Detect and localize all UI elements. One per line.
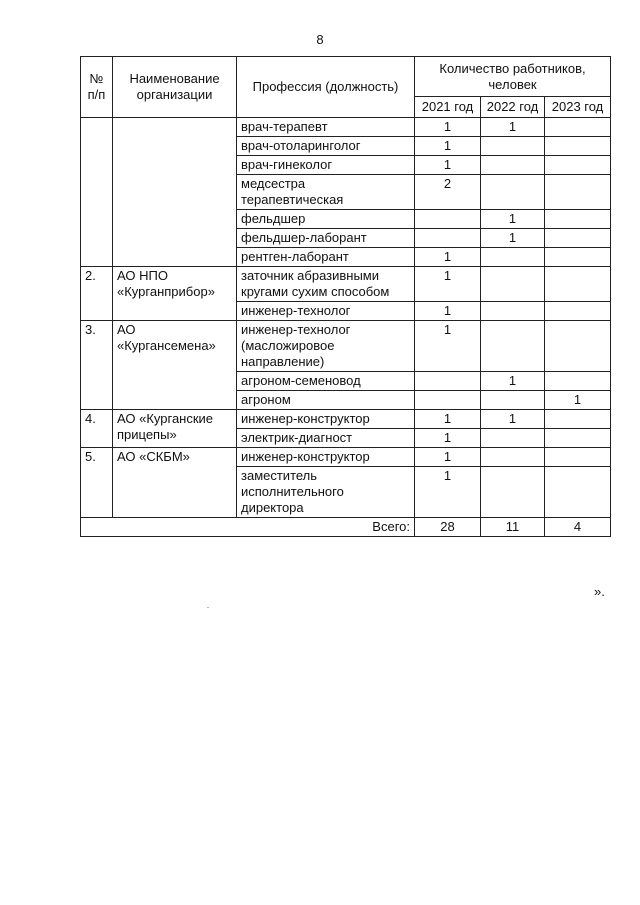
cell-2023 bbox=[545, 118, 611, 137]
row-num bbox=[81, 118, 113, 267]
row-profession: фельдшер bbox=[237, 210, 415, 229]
cell-2021: 2 bbox=[415, 175, 481, 210]
cell-2021 bbox=[415, 210, 481, 229]
row-profession: инженер-технолог (масложировое направление) bbox=[237, 321, 415, 372]
cell-2021: 1 bbox=[415, 448, 481, 467]
cell-2022: 1 bbox=[481, 410, 545, 429]
row-profession: врач-гинеколог bbox=[237, 156, 415, 175]
scan-artifact bbox=[207, 607, 209, 608]
cell-2021: 1 bbox=[415, 321, 481, 372]
row-profession: инженер-конструктор bbox=[237, 410, 415, 429]
row-profession: агроном-семеновод bbox=[237, 372, 415, 391]
closing-quote: ». bbox=[594, 584, 605, 599]
row-profession: инженер-конструктор bbox=[237, 448, 415, 467]
cell-2022 bbox=[481, 448, 545, 467]
cell-2023: 1 bbox=[545, 391, 611, 410]
cell-2023 bbox=[545, 410, 611, 429]
cell-2022: 1 bbox=[481, 118, 545, 137]
cell-2021 bbox=[415, 391, 481, 410]
cell-2023 bbox=[545, 467, 611, 518]
cell-2021: 1 bbox=[415, 267, 481, 302]
cell-2022 bbox=[481, 137, 545, 156]
table-row bbox=[81, 267, 611, 302]
row-profession: фельдшер-лаборант bbox=[237, 229, 415, 248]
workforce-table bbox=[80, 56, 611, 537]
cell-2021: 1 bbox=[415, 410, 481, 429]
cell-2023 bbox=[545, 248, 611, 267]
table-row bbox=[81, 321, 611, 372]
row-profession: врач-отоларинголог bbox=[237, 137, 415, 156]
cell-2023 bbox=[545, 156, 611, 175]
cell-2023 bbox=[545, 372, 611, 391]
cell-2021 bbox=[415, 372, 481, 391]
table-row bbox=[81, 448, 611, 467]
row-num: 3. bbox=[81, 321, 113, 410]
row-profession: врач-терапевт bbox=[237, 118, 415, 137]
col-header-org: Наименование организации bbox=[113, 57, 237, 118]
cell-2021: 1 bbox=[415, 118, 481, 137]
total-label: Всего: bbox=[81, 518, 415, 537]
cell-2023 bbox=[545, 137, 611, 156]
cell-2022: 1 bbox=[481, 372, 545, 391]
row-num: 5. bbox=[81, 448, 113, 518]
col-header-2021: 2021 год bbox=[415, 97, 481, 118]
cell-2021: 1 bbox=[415, 156, 481, 175]
row-profession: заместитель исполнительного директора bbox=[237, 467, 415, 518]
row-profession: инженер-технолог bbox=[237, 302, 415, 321]
row-num: 4. bbox=[81, 410, 113, 448]
total-2021: 28 bbox=[415, 518, 481, 537]
cell-2021: 1 bbox=[415, 248, 481, 267]
cell-2022 bbox=[481, 248, 545, 267]
row-org: АО НПО «Курганприбор» bbox=[113, 267, 237, 321]
row-profession: рентген-лаборант bbox=[237, 248, 415, 267]
cell-2022 bbox=[481, 467, 545, 518]
cell-2021: 1 bbox=[415, 137, 481, 156]
cell-2021: 1 bbox=[415, 302, 481, 321]
cell-2022 bbox=[481, 321, 545, 372]
total-2023: 4 bbox=[545, 518, 611, 537]
total-row bbox=[81, 518, 611, 537]
cell-2023 bbox=[545, 448, 611, 467]
cell-2022 bbox=[481, 391, 545, 410]
total-2022: 11 bbox=[481, 518, 545, 537]
row-profession: заточник абразивными кругами сухим способом bbox=[237, 267, 415, 302]
row-org: АО «Кургансемена» bbox=[113, 321, 237, 410]
cell-2023 bbox=[545, 302, 611, 321]
cell-2023 bbox=[545, 210, 611, 229]
row-org: АО «Курганские прицепы» bbox=[113, 410, 237, 448]
row-profession: агроном bbox=[237, 391, 415, 410]
col-header-profession: Профессия (должность) bbox=[237, 57, 415, 118]
table-header-row bbox=[81, 57, 611, 97]
cell-2023 bbox=[545, 429, 611, 448]
row-org bbox=[113, 118, 237, 267]
cell-2022 bbox=[481, 156, 545, 175]
cell-2022 bbox=[481, 302, 545, 321]
cell-2023 bbox=[545, 175, 611, 210]
table-row bbox=[81, 118, 611, 137]
col-header-2022: 2022 год bbox=[481, 97, 545, 118]
cell-2022 bbox=[481, 175, 545, 210]
col-header-2023: 2023 год bbox=[545, 97, 611, 118]
row-org: АО «СКБМ» bbox=[113, 448, 237, 518]
row-profession: медсестра терапевтическая bbox=[237, 175, 415, 210]
col-header-count: Количество работников, человек bbox=[415, 57, 611, 97]
row-num: 2. bbox=[81, 267, 113, 321]
cell-2021 bbox=[415, 229, 481, 248]
col-header-num: № п/п bbox=[81, 57, 113, 118]
table-row bbox=[81, 410, 611, 429]
page-number: 8 bbox=[316, 32, 324, 47]
cell-2021: 1 bbox=[415, 429, 481, 448]
cell-2023 bbox=[545, 267, 611, 302]
cell-2022: 1 bbox=[481, 210, 545, 229]
cell-2023 bbox=[545, 229, 611, 248]
cell-2021: 1 bbox=[415, 467, 481, 518]
row-profession: электрик-диагност bbox=[237, 429, 415, 448]
cell-2022 bbox=[481, 429, 545, 448]
cell-2022 bbox=[481, 267, 545, 302]
cell-2023 bbox=[545, 321, 611, 372]
cell-2022: 1 bbox=[481, 229, 545, 248]
